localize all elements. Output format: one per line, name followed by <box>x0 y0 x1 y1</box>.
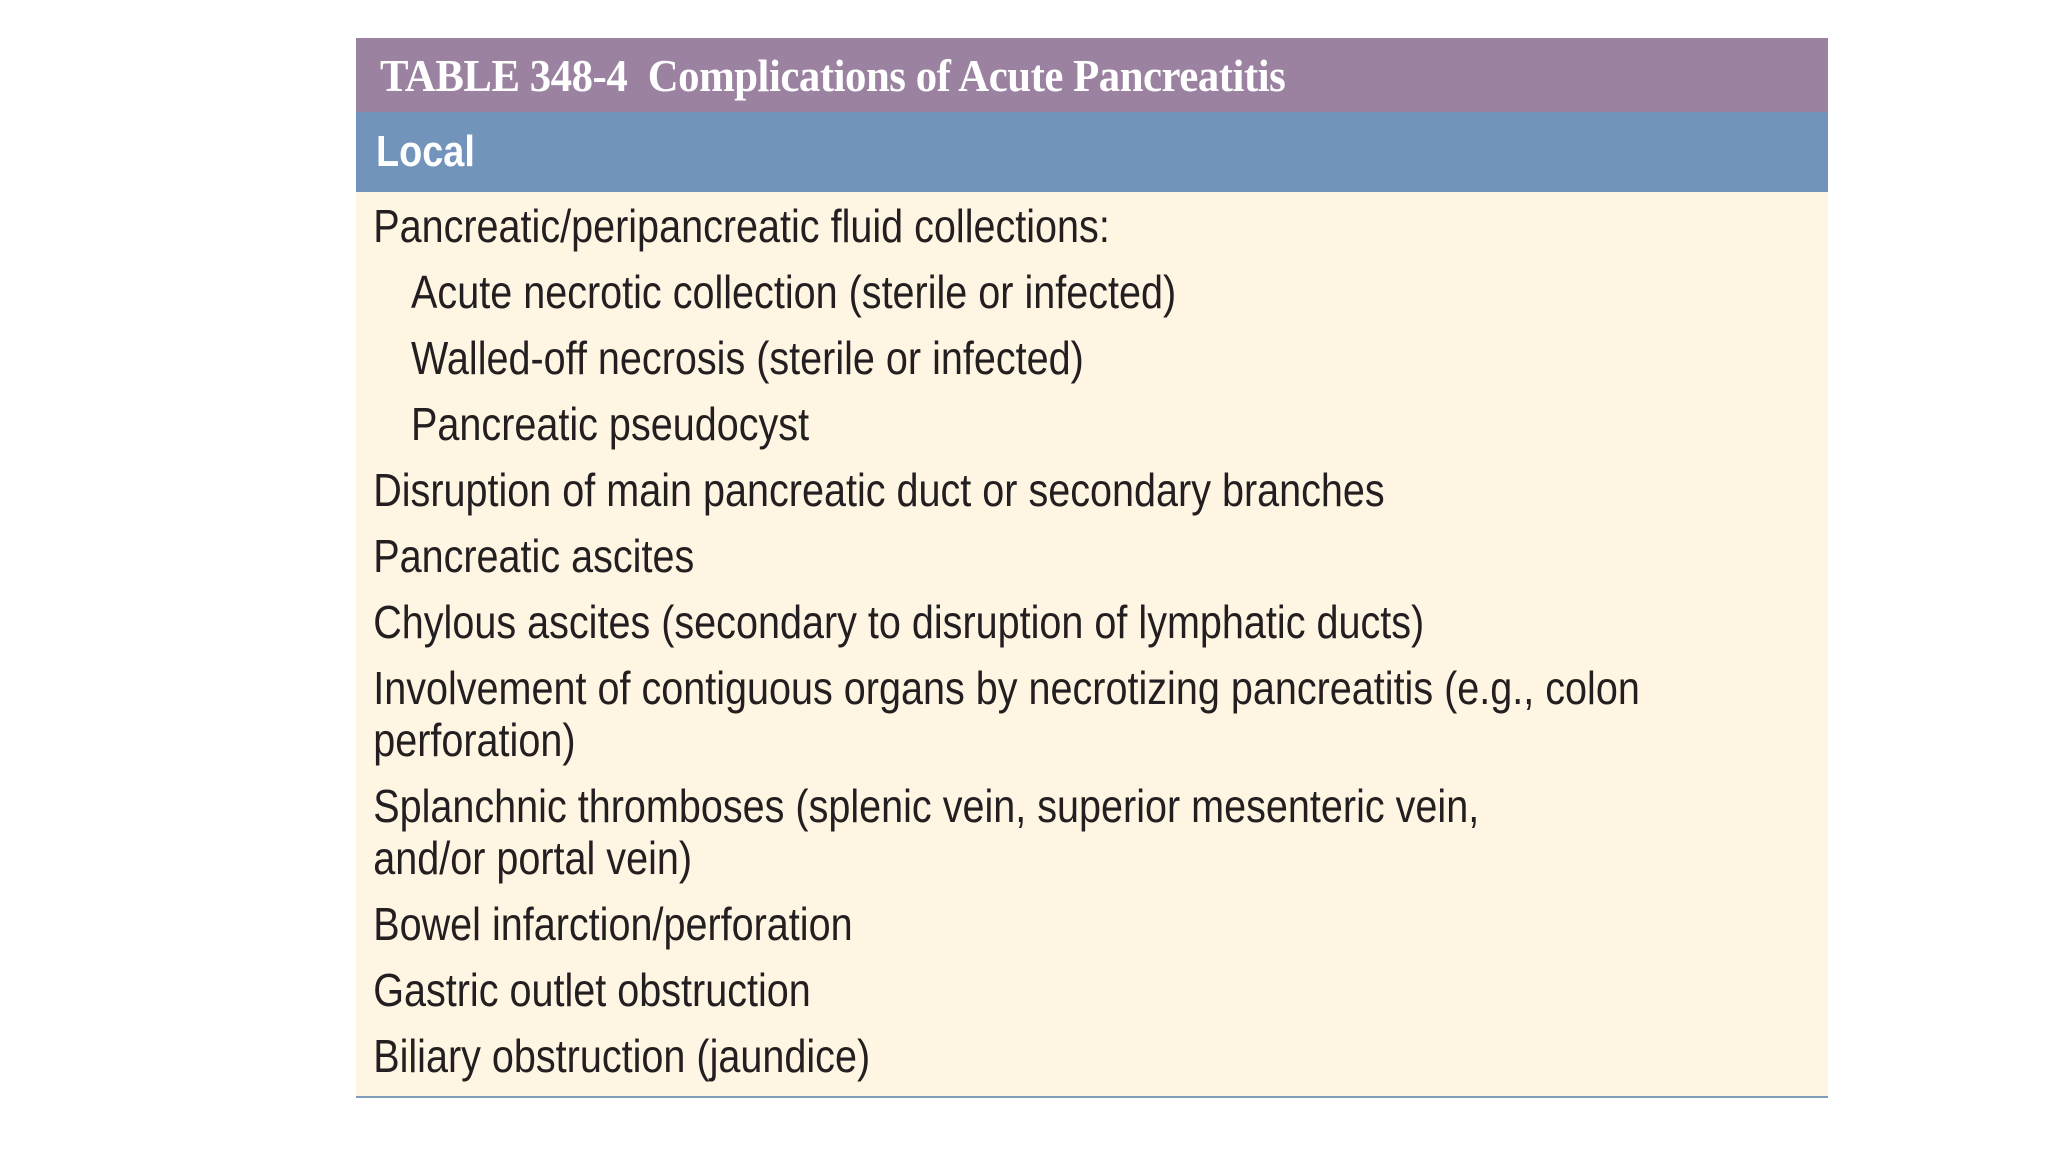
list-item: Chylous ascites (secondary to disruption of lymphatic ducts) <box>373 596 1425 648</box>
list-item: Gastric outlet obstruction <box>373 964 811 1016</box>
section-header-bar <box>356 112 1828 192</box>
list-item <box>356 662 1784 766</box>
list-item: Bowel infarction/perforation <box>373 898 853 950</box>
table-number: TABLE 348-4 <box>380 49 628 101</box>
table-title-text: Complications of Acute Pancreatitis <box>647 49 1286 101</box>
list-item-text: Involvement of contiguous organs by necrotizing pancreatitis (e.g., colon perforation) <box>373 662 1640 766</box>
list-item: Acute necrotic collection (sterile or infected) <box>411 266 1177 318</box>
list-item: Walled-off necrosis (sterile or infected) <box>411 332 1084 384</box>
complications-list <box>356 192 1828 1082</box>
list-item <box>356 780 1784 884</box>
list-item: Biliary obstruction (jaundice) <box>373 1030 871 1082</box>
section-header-local: Local <box>376 127 475 176</box>
table-title-bar <box>356 38 1828 112</box>
list-item: Pancreatic pseudocyst <box>411 398 810 450</box>
list-item: Disruption of main pancreatic duct or secondary branches <box>373 464 1385 516</box>
list-item: Pancreatic ascites <box>373 530 695 582</box>
table-title <box>380 49 1285 102</box>
complications-table <box>356 38 1828 1098</box>
list-item-text: Splanchnic thromboses (splenic vein, superior mesenteric vein, and/or portal vein) <box>373 780 1480 884</box>
list-item: Pancreatic/peripancreatic fluid collections: <box>373 200 1110 252</box>
